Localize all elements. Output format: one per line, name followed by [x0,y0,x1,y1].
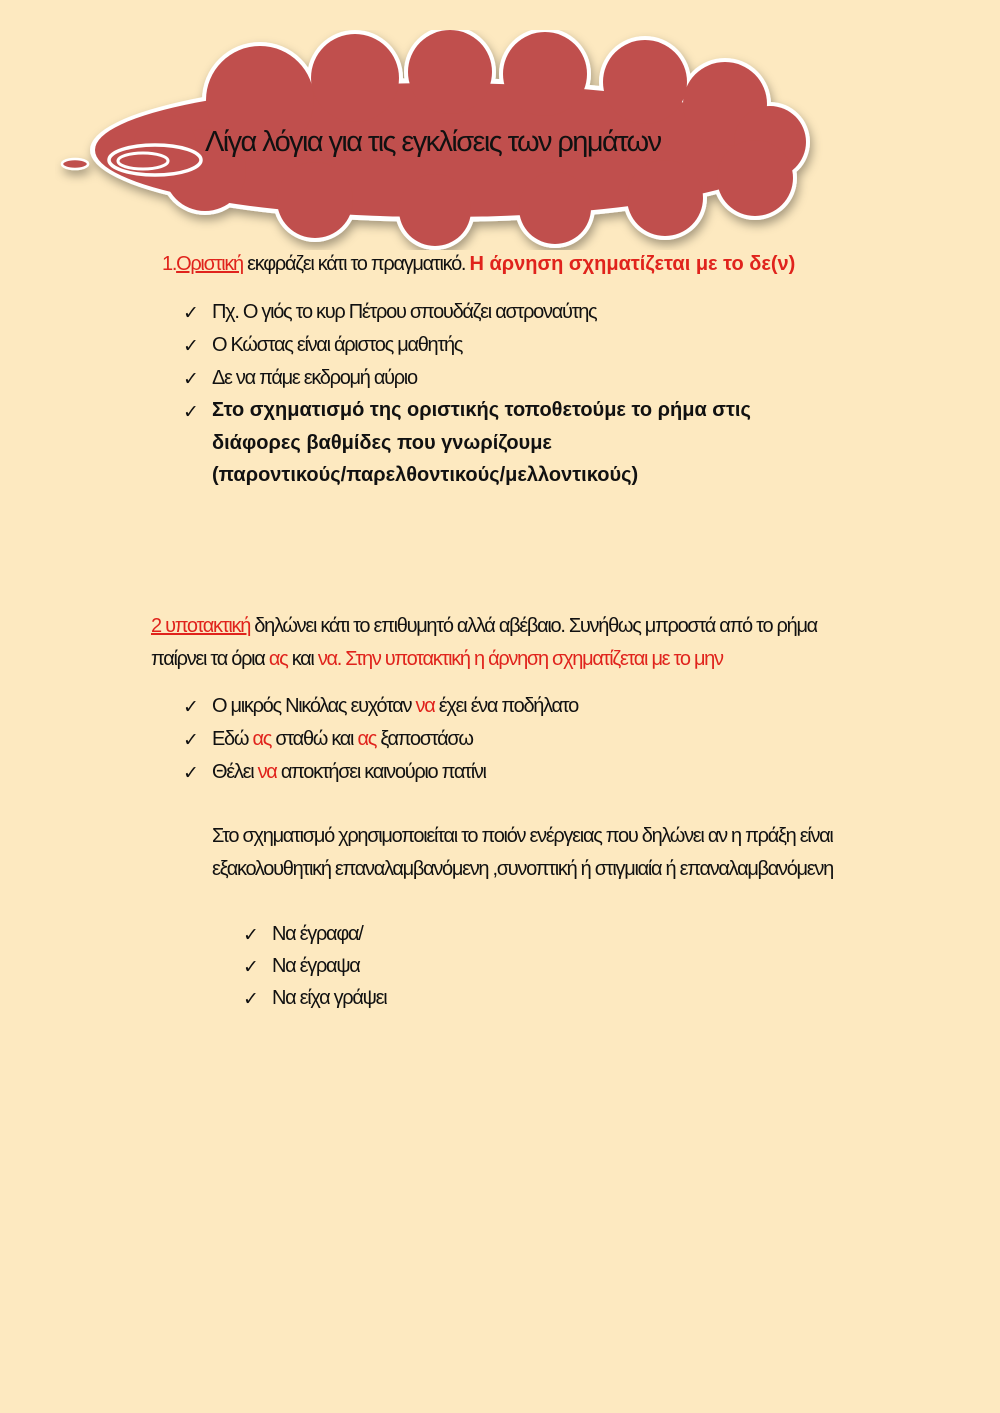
checkmark-icon: ✓ [183,696,199,718]
example-text: σταθώ και [271,728,358,750]
checkmark-icon: ✓ [183,762,199,784]
section2-description: δηλώνει κάτι το επιθυμητό αλλά αβέβαιο. Συνήθως μπροστά από το ρήμα [250,615,817,637]
example-text: Εδώ [212,728,253,750]
section2-note-line: Στο σχηματισμό χρησιμοποιείται το ποιόν ενέργειας που δηλώνει αν η πράξη είναι [212,825,833,847]
list-item: Να έγραφα/ [272,923,363,945]
section2-text: και [287,648,318,670]
checkmark-icon: ✓ [183,729,199,751]
list-item: Να έγραψα [272,955,360,977]
section1-note-line: (παροντικούς/παρελθοντικούς/μελλοντικούς) [212,464,639,486]
section1-term: Οριστική [176,253,243,275]
section2-heading-line2 [151,648,723,671]
list-item [212,728,473,751]
example-text: αποκτήσει καινούριο πατίνι [276,761,486,783]
example-text: Ο μικρός Νικόλας ευχόταν [212,695,416,717]
section2-heading [151,615,817,638]
checkmark-icon: ✓ [183,368,199,390]
list-item [212,761,486,784]
example-text: Θέλει [212,761,258,783]
section1-description: εκφράζει κάτι το πραγματικό. [242,253,470,275]
list-item: Να είχα γράψει [272,987,387,1009]
example-text: έχει ένα ποδήλατο [434,695,578,717]
checkmark-icon: ✓ [183,335,199,357]
section1-note-line: διάφορες βαθμίδες που γνωρίζουμε [212,432,552,454]
particle-na: να [415,695,435,717]
particle-as: ας [357,728,377,750]
section2-negation: να. Στην υποτακτική η άρνηση σχηματίζεται με το μην [317,648,723,670]
checkmark-icon: ✓ [243,924,259,946]
section1-number: 1. [162,253,177,275]
list-item: Πχ. Ο γιός το κυρ Πέτρου σπουδάζει αστροναύτης [212,301,597,323]
checkmark-icon: ✓ [243,956,259,978]
particle-as: ας [268,648,288,670]
list-item: Δε να πάμε εκδρομή αύριο [212,367,417,389]
section2-text: παίρνει τα όρια [151,648,269,670]
list-item: Ο Κώστας είναι άριστος μαθητής [212,334,463,356]
checkmark-icon: ✓ [183,302,199,324]
section1-negation: Η άρνηση σχηματίζεται με το δε(ν) [469,253,796,275]
example-text: ξαποστάσω [376,728,473,750]
section1-note-line: Στο σχηματισμό της οριστικής τοποθετούμε το ρήμα στις [212,399,751,421]
particle-na: να [257,761,277,783]
particle-as: ας [252,728,272,750]
section2-note-line: εξακολουθητική επαναλαμβανόμενη ,συνοπτική ή στιγμιαία ή επαναλαμβανόμενη [212,858,833,880]
section1-heading [162,253,795,276]
list-item [212,695,578,718]
checkmark-icon: ✓ [183,401,199,423]
title-cloud [55,30,825,250]
page-title: Λίγα λόγια για τις εγκλίσεις των ρημάτων [205,126,661,158]
checkmark-icon: ✓ [243,988,259,1010]
section2-term: 2 υποτακτική [151,615,251,637]
